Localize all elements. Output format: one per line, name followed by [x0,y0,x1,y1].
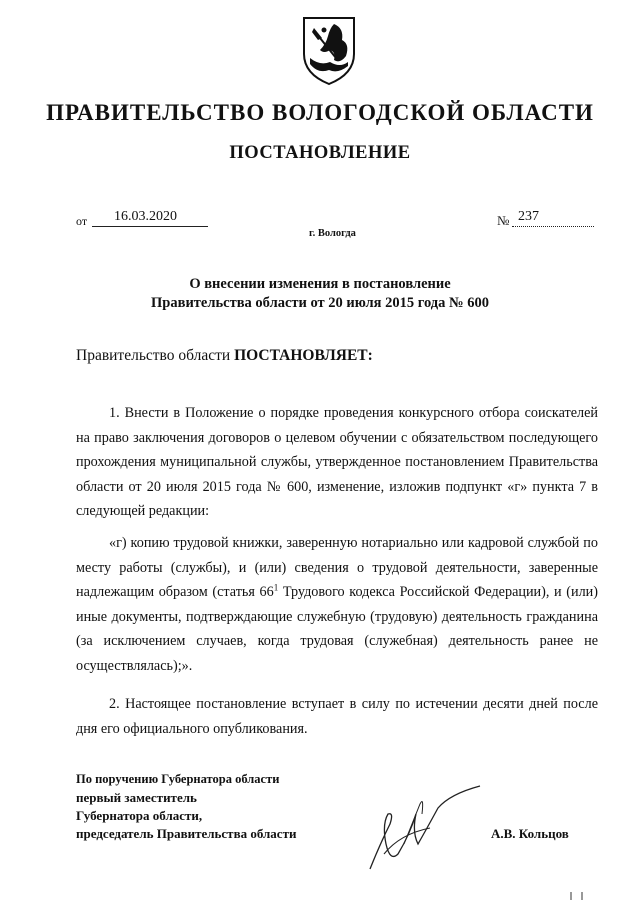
preamble-resolves: ПОСТАНОВЛЯЕТ: [234,347,373,364]
signature-line-2: первый заместитель [76,790,197,805]
number-label: № [497,213,510,228]
handwritten-signature [360,784,490,879]
signature-line-1: По поручению Губернатора области [76,772,280,786]
date-label: от [76,214,88,228]
quote-part-2: Трудового кодекса Российской Федерации), и (или) иные документы, подтверждающие служебную (трудовую) деятельность гражданина (за исключением случаев, когда трудовая (служебная) деятельность ранее не осуществлялась);». [76,584,598,674]
preamble-prefix: Правительство области [76,347,235,364]
signature-line-4: председатель Правительства области [76,826,297,841]
document-title-line-1: О внесении изменения в постановление [189,276,451,292]
vologda-coat-of-arms-icon [300,14,358,86]
document-type: ПОСТАНОВЛЕНИЕ [229,143,411,163]
document-number: 237 [512,208,594,227]
preamble [76,347,373,365]
signature-line-3: Губернатора области, [76,808,203,823]
paragraph-quoted-amendment [76,531,598,678]
paragraph-item-1: 1. Внести в Положение о порядке проведения конкурсного отбора соискателей на право заключения договоров о целевом обучении с обязательством последующего прохождения муниципальной службы, утвержденное постановлением Правительства области от 20 июля 2015 года № 600, изменение, изложив подпункт «г» пункта 7 в следующей редакции: [76,405,598,519]
scan-marks [568,890,588,902]
organization-title: ПРАВИТЕЛЬСТВО ВОЛОГОДСКОЙ ОБЛАСТИ [46,100,594,125]
quote-part-1: «г) копию трудовой книжки, заверенную нотариально или кадровой службой по месту работы (службы), и (или) сведения о трудовой деятельности, заверенные надлежащим образом (статья 66 [76,535,598,600]
signatory-name: А.В. Кольцов [491,826,569,841]
paragraph-item-2: 2. Настоящее постановление вступает в силу по истечении десяти дней после дня его официального опубликования. [76,696,598,737]
document-date: 16.03.2020 [92,208,208,227]
article-superscript: 1 [273,582,279,593]
document-title-line-2: Правительства области от 20 июля 2015 года № 600 [151,295,489,311]
city-label: г. Вологда [309,228,356,239]
